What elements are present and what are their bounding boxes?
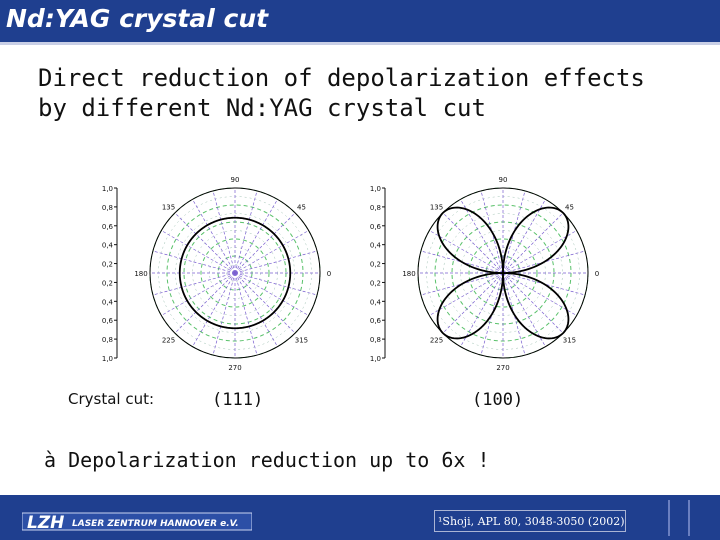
radial-axis-label: 0,8 (369, 336, 381, 345)
radial-line (213, 191, 235, 273)
radial-axis-label: 0,6 (101, 222, 113, 231)
radial-axis-label: 0,2 (369, 260, 381, 269)
radial-axis-label: 0,4 (101, 298, 113, 307)
angle-label: 45 (565, 203, 574, 212)
radial-axis-label: 0,8 (101, 336, 113, 345)
angle-label: 180 (134, 270, 148, 278)
crystal-cut-111-label: (111) (212, 390, 264, 410)
radial-line (193, 199, 236, 273)
angle-label: 0 (326, 270, 332, 278)
radial-line (235, 273, 309, 316)
radial-line (193, 273, 236, 347)
angle-label: 90 (498, 176, 508, 184)
title-bar (0, 0, 720, 45)
angle-label: 0 (594, 270, 600, 278)
angle-label: 225 (161, 336, 176, 345)
radial-axis-label: 0,6 (369, 222, 381, 231)
angle-label: 135 (161, 203, 176, 212)
angle-label: 135 (429, 203, 444, 212)
radial-axis-label: 1,0 (101, 355, 113, 363)
polar-plot-100 (363, 158, 618, 388)
radial-axis-label: 0,6 (101, 317, 113, 326)
radial-axis-label: 0,2 (369, 279, 381, 288)
angle-label: 225 (429, 336, 444, 345)
radial-line (235, 231, 309, 274)
radial-axis-label: 0,2 (101, 260, 113, 269)
radial-line (161, 231, 235, 274)
radial-axis-label: 0,2 (101, 279, 113, 288)
slide-heading (38, 63, 645, 123)
radial-line (235, 199, 278, 273)
angle-label: 180 (402, 270, 416, 278)
crystal-cut-100-label: (100) (472, 390, 524, 410)
radial-axis-label: 0,4 (369, 241, 381, 250)
angle-label: 270 (228, 364, 242, 372)
heading-line-2: by different Nd:YAG crystal cut (38, 94, 486, 122)
heading-line-1: Direct reduction of depolarization effects (38, 64, 645, 92)
angle-label: 90 (230, 176, 240, 184)
angle-label: 315 (562, 336, 577, 345)
radial-line (235, 273, 317, 295)
crystal-cut-label: Crystal cut: (68, 390, 155, 408)
reference-citation: ¹Shoji, APL 80, 3048-3050 (2002) (438, 515, 625, 528)
conclusion-text: à Depolarization reduction up to 6x ! (44, 448, 490, 472)
slide-title: Nd:YAG crystal cut (6, 4, 269, 33)
radial-line (161, 273, 235, 316)
radial-axis-label: 0,6 (369, 317, 381, 326)
logo-mark: LZH (27, 513, 65, 532)
logo-text: LASER ZENTRUM HANNOVER e.V. (72, 519, 239, 529)
radial-axis-label: 0,8 (101, 203, 113, 212)
radial-line (235, 273, 278, 347)
footer-divider-2 (688, 500, 690, 536)
radial-axis-label: 0,4 (369, 298, 381, 307)
radial-axis-label: 0,8 (369, 203, 381, 212)
radial-axis-label: 1,0 (101, 185, 113, 193)
radial-line (153, 273, 235, 295)
polar-plot-111 (95, 158, 350, 388)
angle-label: 45 (297, 203, 306, 212)
radial-axis-label: 1,0 (369, 355, 381, 363)
lzh-logo (22, 510, 252, 532)
radial-line (443, 213, 503, 273)
footer-divider-1 (668, 500, 670, 536)
radial-line (175, 213, 235, 273)
angle-label: 270 (496, 364, 510, 372)
angle-label: 315 (294, 336, 309, 345)
radial-axis-label: 0,4 (101, 241, 113, 250)
radial-axis-label: 1,0 (369, 185, 381, 193)
